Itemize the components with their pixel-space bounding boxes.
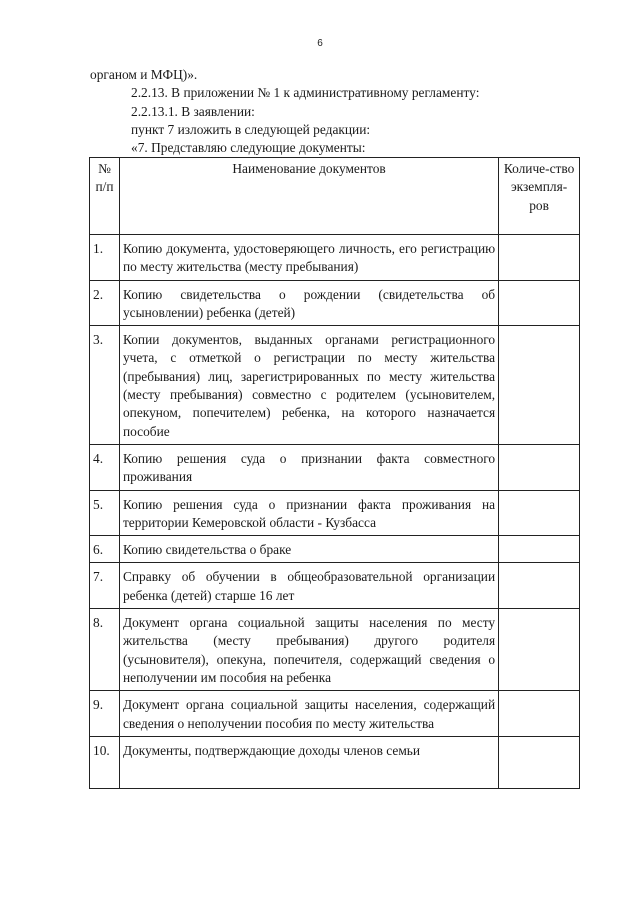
intro-line: 2.2.13.1. В заявлении: [131,103,255,119]
intro-text [90,66,590,157]
row-name: Копию документа, удостоверяющего личность, его регистрацию по месту жительства (месту пребывания) [119,235,498,281]
row-qty [499,490,580,536]
table-row [90,563,580,609]
row-num: 4. [90,444,120,490]
row-qty [499,536,580,563]
row-num: 5. [90,490,120,536]
intro-line: 2.2.13. В приложении № 1 к административному регламенту: [131,85,480,101]
row-name: Копию решения суда о признании факта совместного проживания [119,444,498,490]
row-name: Копию свидетельства о браке [119,536,498,563]
table-row [90,444,580,490]
table-row [90,536,580,563]
table-row [90,280,580,326]
row-qty [499,691,580,737]
row-name: Документы, подтверждающие доходы членов семьи [119,736,498,788]
table-row [90,691,580,737]
row-name: Документ органа социальной защиты населения по месту жительства (месту пребывания) другого родителя (усыновителя), опекуна, попечителя, содержащий сведения о неполучении им пособия на ребенка [119,609,498,691]
row-qty [499,563,580,609]
row-qty [499,235,580,281]
intro-line: органом и МФЦ)». [90,67,198,82]
table-header-row [90,158,580,235]
row-qty [499,444,580,490]
row-num: 10. [90,736,120,788]
table-row [90,609,580,691]
row-qty [499,736,580,788]
row-name: Копию свидетельства о рождении (свидетельства об усыновлении) ребенка (детей) [119,280,498,326]
row-qty [499,326,580,445]
row-num: 8. [90,609,120,691]
row-num: 7. [90,563,120,609]
table-row [90,235,580,281]
row-name: Копии документов, выданных органами регистрационного учета, с отметкой о регистрации по месту жительства (пребывания) лиц, зарегистрированных по месту жительства (месту пребывания) совместно с родителем (усыновителем, опекуном, попечителем) ребенка, на которого назначается пособие [119,326,498,445]
row-qty [499,609,580,691]
header-num: № п/п [90,158,120,235]
intro-line: пункт 7 изложить в следующей редакции: [131,121,371,137]
row-num: 2. [90,280,120,326]
row-num: 3. [90,326,120,445]
row-num: 1. [90,235,120,281]
header-qty: Количе-ство экземпля-ров [499,158,580,235]
page-number: 6 [317,38,323,49]
table-row [90,736,580,788]
table-row [90,326,580,445]
documents-table [89,157,580,789]
row-name: Копию решения суда о признании факта проживания на территории Кемеровской области - Кузбасса [119,490,498,536]
row-name: Справку об обучении в общеобразовательной организации ребенка (детей) старше 16 лет [119,563,498,609]
row-num: 9. [90,691,120,737]
intro-line: «7. Представляю следующие документы: [131,140,366,156]
table-row [90,490,580,536]
row-qty [499,280,580,326]
header-name: Наименование документов [119,158,498,235]
row-num: 6. [90,536,120,563]
row-name: Документ органа социальной защиты населения, содержащий сведения о неполучении пособия по месту жительства [119,691,498,737]
